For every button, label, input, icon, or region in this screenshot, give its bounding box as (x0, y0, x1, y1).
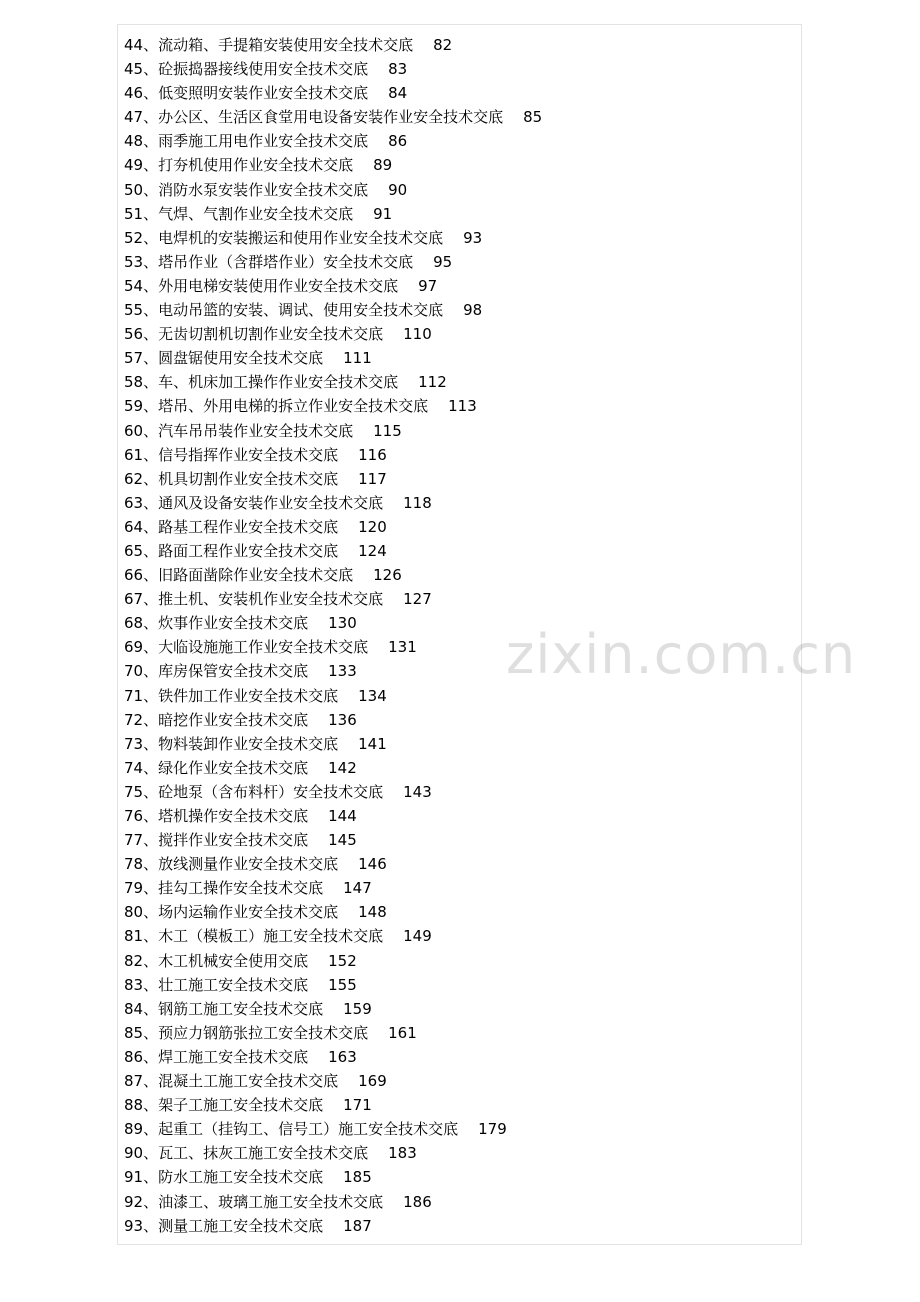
toc-entry-page-number: 83 (388, 60, 408, 79)
toc-entry-number: 55、 (124, 301, 159, 320)
toc-entry-page-number: 130 (328, 614, 357, 633)
toc-entry-title: 雨季施工用电作业安全技术交底 (158, 132, 369, 151)
toc-entry-title: 通风及设备安装作业安全技术交底 (158, 493, 384, 512)
toc-entry-page-number: 95 (433, 252, 453, 271)
toc-entry-title: 塔吊作业（含群塔作业）安全技术交底 (158, 252, 414, 271)
toc-entry-page-number: 112 (418, 373, 447, 392)
toc-entry-title: 壮工施工安全技术交底 (158, 975, 309, 994)
toc-entry-title: 架子工施工安全技术交底 (158, 1096, 324, 1115)
toc-entry-number: 52、 (124, 228, 159, 247)
toc-entry-number: 70、 (124, 662, 159, 681)
toc-entry (124, 973, 542, 997)
toc-entry (124, 756, 542, 780)
toc-entry-number: 73、 (124, 734, 159, 753)
toc-entry-page-number: 98 (463, 301, 483, 320)
toc-entry-title: 汽车吊吊装作业安全技术交底 (158, 421, 354, 440)
toc-entry-number: 50、 (124, 180, 159, 199)
toc-entry-number: 61、 (124, 445, 159, 464)
toc-entry-page-number: 147 (343, 879, 372, 898)
toc-entry-title: 消防水泵安装作业安全技术交底 (158, 180, 369, 199)
toc-entry (124, 1093, 542, 1117)
toc-entry-page-number: 187 (343, 1216, 372, 1235)
toc-entry-page-number: 183 (388, 1144, 417, 1163)
toc-entry (124, 467, 542, 491)
toc-entry-number: 87、 (124, 1072, 159, 1091)
toc-entry (124, 81, 542, 105)
toc-entry-number: 76、 (124, 807, 159, 825)
toc-entry-title: 砼振捣器接线使用安全技术交底 (158, 60, 369, 79)
toc-entry-page-number: 161 (388, 1023, 417, 1042)
toc-entry-page-number: 117 (358, 469, 387, 488)
toc-entry-page-number: 152 (328, 951, 357, 970)
toc-entry-page-number: 120 (358, 517, 387, 536)
toc-entry (124, 33, 542, 57)
toc-entry-title: 瓦工、抹灰工施工安全技术交底 (158, 1144, 369, 1163)
toc-entry-title: 库房保管安全技术交底 (158, 662, 309, 681)
toc-entry-number: 58、 (124, 373, 159, 392)
toc-entry (124, 684, 542, 708)
toc-entry (124, 298, 542, 322)
watermark: zixin.com.cn (506, 623, 857, 686)
toc-entry-title: 电焊机的安装搬运和使用作业安全技术交底 (158, 228, 444, 247)
toc-entry-number: 51、 (124, 204, 159, 223)
toc-entry (124, 515, 542, 539)
toc-entry (124, 852, 542, 876)
toc-entry-number: 46、 (124, 84, 159, 103)
toc-entry-title: 流动箱、手提箱安装使用安全技术交底 (158, 36, 414, 54)
toc-entry-number: 86、 (124, 1047, 159, 1066)
toc-entry (124, 997, 542, 1021)
toc-entry (124, 1165, 542, 1189)
toc-entry-number: 67、 (124, 590, 159, 609)
toc-entry (124, 1214, 542, 1238)
toc-entry (124, 949, 542, 973)
toc-entry (124, 1069, 542, 1093)
toc-entry-page-number: 91 (373, 204, 393, 223)
toc-entry-number: 44、 (124, 36, 159, 54)
toc-entry (124, 274, 542, 298)
toc-entry-page-number: 116 (358, 445, 387, 464)
toc-entry-title: 挂勾工操作安全技术交底 (158, 879, 324, 898)
toc-entry-title: 油漆工、玻璃工施工安全技术交底 (158, 1192, 384, 1211)
toc-entry-title: 测量工施工安全技术交底 (158, 1216, 324, 1235)
toc-entry-number: 78、 (124, 855, 159, 874)
toc-entry (124, 587, 542, 611)
toc-entry-title: 电动吊篮的安装、调试、使用安全技术交底 (158, 301, 444, 320)
toc-entry-number: 77、 (124, 831, 159, 850)
toc-entry-title: 大临设施施工作业安全技术交底 (158, 638, 369, 657)
toc-entry-number: 90、 (124, 1144, 159, 1163)
toc-entry (124, 491, 542, 515)
toc-entry (124, 226, 542, 250)
toc-entry-number: 47、 (124, 108, 159, 127)
toc-entry (124, 443, 542, 467)
toc-entry-number: 83、 (124, 975, 159, 994)
toc-entry-page-number: 127 (403, 590, 432, 609)
toc-entry-page-number: 89 (373, 156, 393, 175)
toc-entry-page-number: 86 (388, 132, 408, 151)
toc-entry-page-number: 148 (358, 903, 387, 922)
toc-entry-page-number: 179 (478, 1120, 507, 1139)
toc-entry-number: 48、 (124, 132, 159, 151)
toc-entry-page-number: 146 (358, 855, 387, 874)
toc-entry-number: 49、 (124, 156, 159, 175)
document-page (117, 24, 857, 1245)
toc-entry-number: 93、 (124, 1216, 159, 1235)
toc-entry-title: 木工机械安全使用交底 (158, 951, 309, 970)
toc-entry (124, 1045, 542, 1069)
toc-entry-title: 暗挖作业安全技术交底 (158, 710, 309, 729)
toc-entry-title: 无齿切割机切割作业安全技术交底 (158, 325, 384, 344)
toc-entry-title: 放线测量作业安全技术交底 (158, 855, 339, 874)
toc-entry-number: 59、 (124, 397, 159, 416)
toc-entry-title: 砼地泵（含布料杆）安全技术交底 (158, 782, 384, 801)
toc-entry-page-number: 134 (358, 686, 387, 705)
toc-entry (124, 57, 542, 81)
toc-entry-number: 79、 (124, 879, 159, 898)
toc-entry-number: 81、 (124, 927, 159, 946)
toc-entry (124, 346, 542, 370)
toc-entry-page-number: 149 (403, 927, 432, 946)
toc-entry-page-number: 155 (328, 975, 357, 994)
toc-entry-page-number: 133 (328, 662, 357, 681)
toc-entry-page-number: 115 (373, 421, 402, 440)
toc-entry (124, 370, 542, 394)
toc-entry-title: 炊事作业安全技术交底 (158, 614, 309, 633)
toc-entry-number: 89、 (124, 1120, 159, 1139)
toc-entry-page-number: 82 (433, 36, 453, 54)
toc-entry (124, 804, 542, 828)
toc-entry-number: 54、 (124, 276, 159, 295)
toc-entry (124, 105, 542, 129)
toc-entry-number: 56、 (124, 325, 159, 344)
toc-entry-title: 搅拌作业安全技术交底 (158, 831, 309, 850)
table-of-contents (124, 33, 542, 1238)
toc-entry-title: 焊工施工安全技术交底 (158, 1047, 309, 1066)
toc-entry-number: 69、 (124, 638, 159, 657)
toc-entry-number: 85、 (124, 1023, 159, 1042)
toc-entry-page-number: 124 (358, 541, 387, 560)
toc-entry (124, 635, 542, 659)
toc-entry-page-number: 136 (328, 710, 357, 729)
toc-entry-number: 60、 (124, 421, 159, 440)
toc-entry-page-number: 142 (328, 758, 357, 777)
toc-entry (124, 1117, 542, 1141)
toc-entry-title: 推土机、安装机作业安全技术交底 (158, 590, 384, 609)
toc-entry-title: 外用电梯安装使用作业安全技术交底 (158, 276, 399, 295)
toc-entry-number: 57、 (124, 349, 159, 368)
toc-entry-page-number: 90 (388, 180, 408, 199)
toc-entry-number: 62、 (124, 469, 159, 488)
toc-entry (124, 394, 542, 418)
toc-entry-number: 71、 (124, 686, 159, 705)
toc-entry-number: 45、 (124, 60, 159, 79)
toc-entry-title: 车、机床加工操作作业安全技术交底 (158, 373, 399, 392)
toc-entry (124, 1141, 542, 1165)
toc-entry-title: 场内运输作业安全技术交底 (158, 903, 339, 922)
toc-entry-number: 64、 (124, 517, 159, 536)
toc-entry-title: 塔吊、外用电梯的拆立作业安全技术交底 (158, 397, 429, 416)
toc-entry (124, 611, 542, 635)
toc-entry-title: 绿化作业安全技术交底 (158, 758, 309, 777)
toc-entry-number: 66、 (124, 566, 159, 585)
toc-entry (124, 178, 542, 202)
toc-entry-title: 气焊、气割作业安全技术交底 (158, 204, 354, 223)
toc-entry-title: 预应力钢筋张拉工安全技术交底 (158, 1023, 369, 1042)
toc-entry-page-number: 159 (343, 999, 372, 1018)
toc-entry-title: 防水工施工安全技术交底 (158, 1168, 324, 1187)
toc-entry-number: 75、 (124, 782, 159, 801)
toc-entry-number: 80、 (124, 903, 159, 922)
toc-entry (124, 563, 542, 587)
toc-entry-page-number: 97 (418, 276, 438, 295)
toc-entry (124, 708, 542, 732)
toc-entry-page-number: 84 (388, 84, 408, 103)
toc-entry-number: 72、 (124, 710, 159, 729)
toc-entry-page-number: 126 (373, 566, 402, 585)
toc-entry-title: 木工（模板工）施工安全技术交底 (158, 927, 384, 946)
toc-entry-page-number: 85 (523, 108, 543, 127)
toc-entry-number: 74、 (124, 758, 159, 777)
toc-entry (124, 539, 542, 563)
toc-entry (124, 322, 542, 346)
toc-entry-page-number: 145 (328, 831, 357, 850)
toc-entry-page-number: 169 (358, 1072, 387, 1091)
toc-entry (124, 1021, 542, 1045)
toc-entry-page-number: 163 (328, 1047, 357, 1066)
toc-entry-title: 低变照明安装作业安全技术交底 (158, 84, 369, 103)
toc-entry-page-number: 131 (388, 638, 417, 657)
toc-entry-title: 物料装卸作业安全技术交底 (158, 734, 339, 753)
toc-entry-number: 63、 (124, 493, 159, 512)
toc-entry-title: 机具切割作业安全技术交底 (158, 469, 339, 488)
toc-entry-page-number: 186 (403, 1192, 432, 1211)
toc-entry-page-number: 171 (343, 1096, 372, 1115)
toc-entry-number: 53、 (124, 252, 159, 271)
toc-entry (124, 780, 542, 804)
toc-entry (124, 153, 542, 177)
toc-entry-title: 钢筋工施工安全技术交底 (158, 999, 324, 1018)
toc-entry-page-number: 144 (328, 807, 357, 825)
toc-entry-number: 91、 (124, 1168, 159, 1187)
toc-entry (124, 250, 542, 274)
toc-entry (124, 732, 542, 756)
toc-entry-page-number: 143 (403, 782, 432, 801)
toc-entry-title: 圆盘锯使用安全技术交底 (158, 349, 324, 368)
toc-entry-title: 打夯机使用作业安全技术交底 (158, 156, 354, 175)
toc-entry-title: 信号指挥作业安全技术交底 (158, 445, 339, 464)
toc-entry-page-number: 118 (403, 493, 432, 512)
toc-entry-title: 路基工程作业安全技术交底 (158, 517, 339, 536)
toc-entry-page-number: 185 (343, 1168, 372, 1187)
toc-entry-number: 84、 (124, 999, 159, 1018)
toc-entry (124, 659, 542, 683)
toc-entry-number: 68、 (124, 614, 159, 633)
toc-entry (124, 828, 542, 852)
toc-entry-title: 铁件加工作业安全技术交底 (158, 686, 339, 705)
toc-entry (124, 876, 542, 900)
toc-entry-page-number: 110 (403, 325, 432, 344)
toc-entry-title: 混凝土工施工安全技术交底 (158, 1072, 339, 1091)
toc-entry-title: 路面工程作业安全技术交底 (158, 541, 339, 560)
toc-entry-page-number: 141 (358, 734, 387, 753)
toc-entry-number: 65、 (124, 541, 159, 560)
toc-entry-page-number: 111 (343, 349, 372, 368)
toc-entry-title: 起重工（挂钩工、信号工）施工安全技术交底 (158, 1120, 459, 1139)
toc-entry-title: 旧路面凿除作业安全技术交底 (158, 566, 354, 585)
toc-entry-number: 92、 (124, 1192, 159, 1211)
toc-entry (124, 202, 542, 226)
toc-entry (124, 924, 542, 948)
toc-entry-page-number: 113 (448, 397, 477, 416)
toc-entry (124, 1190, 542, 1214)
toc-entry-number: 88、 (124, 1096, 159, 1115)
toc-entry-title: 塔机操作安全技术交底 (158, 807, 309, 825)
toc-entry-number: 82、 (124, 951, 159, 970)
toc-entry-page-number: 93 (463, 228, 483, 247)
toc-entry (124, 900, 542, 924)
toc-entry (124, 419, 542, 443)
toc-entry-title: 办公区、生活区食堂用电设备安装作业安全技术交底 (158, 108, 504, 127)
toc-entry (124, 129, 542, 153)
